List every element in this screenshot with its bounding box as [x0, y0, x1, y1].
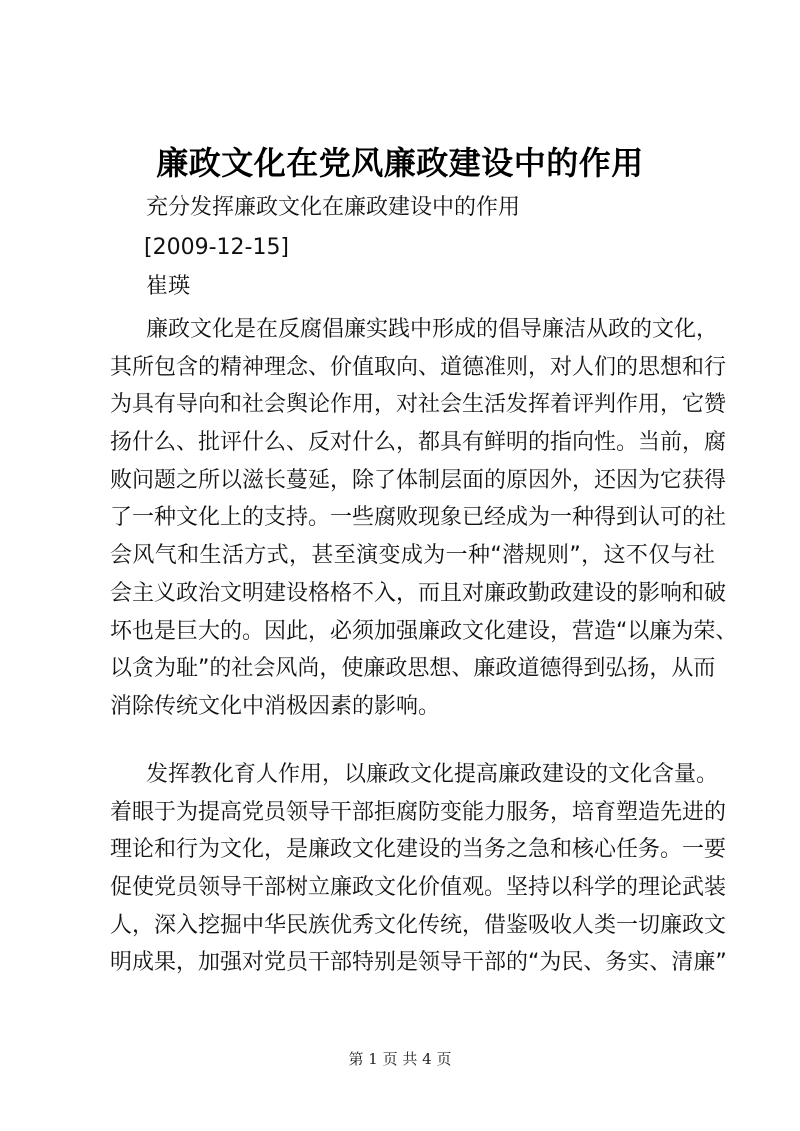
- paragraph-line: 人，深入挖掘中华民族优秀文化传统，借鉴吸收人类一切廉政文: [110, 912, 727, 938]
- paragraph-2: [110, 756, 727, 982]
- document-author: 崔瑛: [146, 274, 191, 299]
- paragraph-line: 败问题之所以滋长蔓延，除了体制层面的原因外，还因为它获得: [110, 467, 727, 493]
- paragraph-line: 其所包含的精神理念、价值取向、道德准则，对人们的思想和行: [110, 354, 727, 380]
- paragraph-1: [110, 311, 738, 726]
- paragraph-line: 会风气和生活方式，甚至演变成为一种“潜规则”，这不仅与社: [110, 543, 715, 569]
- document-title: 廉政文化在党风廉政建设中的作用: [156, 144, 644, 182]
- paragraph-line: 理论和行为文化，是廉政文化建设的当务之急和核心任务。一要: [110, 837, 727, 863]
- page-number-footer: 第 1 页 共 4 页: [348, 1050, 452, 1068]
- paragraph-line: 发挥教化育人作用，以廉政文化提高廉政建设的文化含量。: [146, 762, 719, 787]
- document-subtitle: 充分发挥廉政文化在廉政建设中的作用: [146, 195, 521, 220]
- paragraph-line: 明成果，加强对党员干部特别是领导干部的“为民、务实、清廉”: [110, 950, 727, 976]
- document-date: [2009-12-15]: [144, 235, 290, 260]
- paragraph-line: 为具有导向和社会舆论作用，对社会生活发挥着评判作用，它赞: [110, 392, 727, 418]
- paragraph-line: 坏也是巨大的。因此，必须加强廉政文化建设，营造“以廉为荣、: [110, 618, 738, 644]
- paragraph-line: 促使党员领导干部树立廉政文化价值观。坚持以科学的理论武装: [110, 875, 727, 901]
- paragraph-line: 扬什么、批评什么、反对什么，都具有鲜明的指向性。当前，腐: [110, 430, 727, 456]
- paragraph-line: 消除传统文化中消极因素的影响。: [110, 693, 441, 719]
- paragraph-line: 廉政文化是在反腐倡廉实践中形成的倡导廉洁从政的文化，: [146, 317, 719, 342]
- paragraph-line: 着眼于为提高党员领导干部拒腐防变能力服务，培育塑造先进的: [110, 799, 727, 825]
- paragraph-line: 会主义政治文明建设格格不入，而且对廉政勤政建设的影响和破: [110, 580, 727, 606]
- paragraph-line: 了一种文化上的支持。一些腐败现象已经成为一种得到认可的社: [110, 505, 727, 531]
- paragraph-line: 以贪为耻”的社会风尚，使廉政思想、廉政道德得到弘扬，从而: [110, 656, 716, 682]
